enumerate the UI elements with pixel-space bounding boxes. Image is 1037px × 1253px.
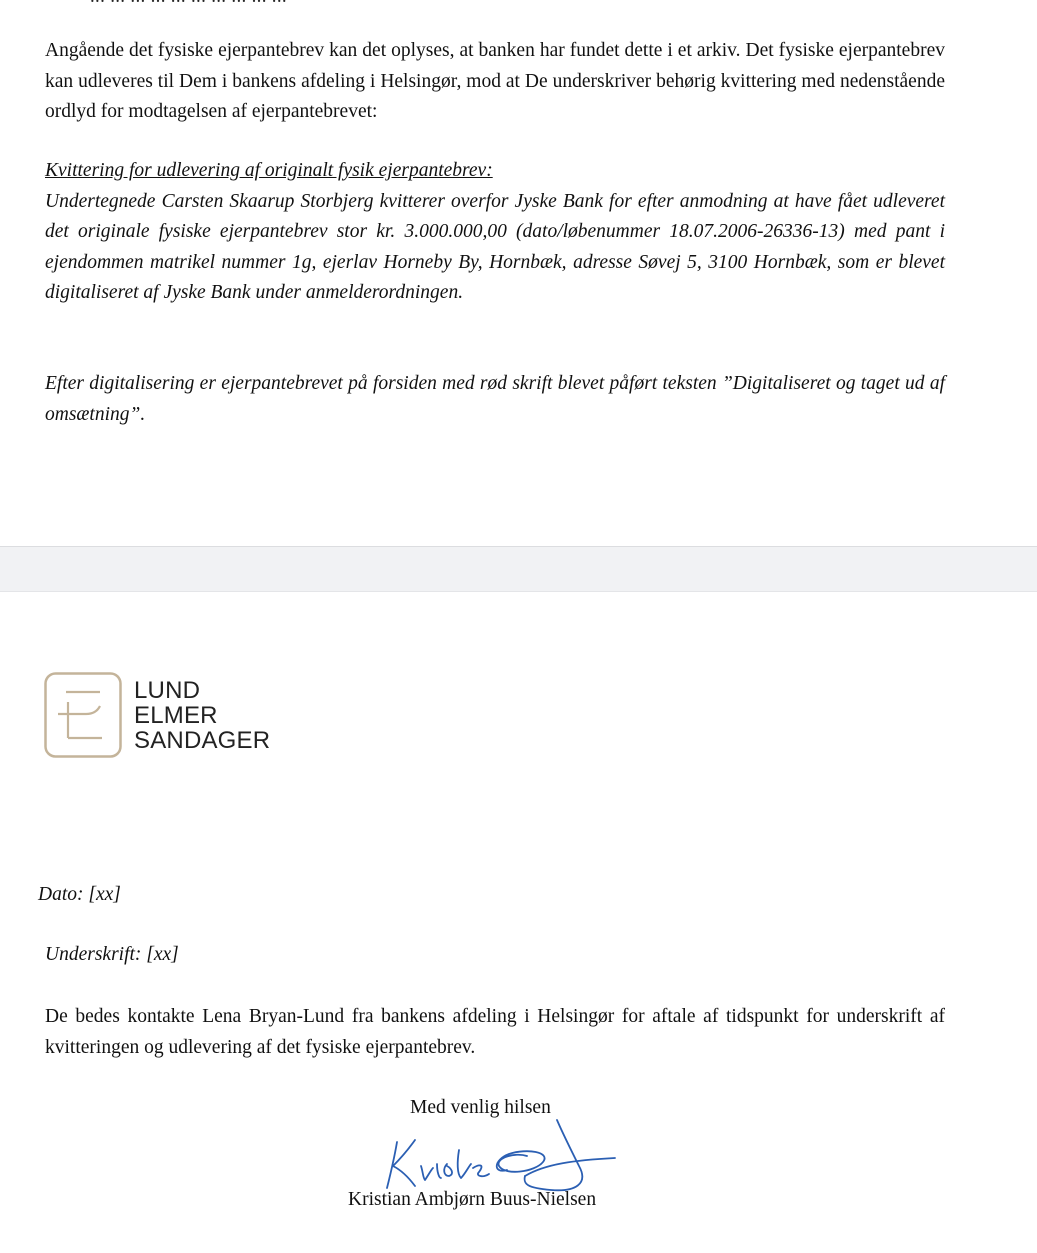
- lund-elmer-sandager-monogram-icon: [44, 672, 122, 758]
- document-page-1: [0, 0, 1037, 546]
- logo-line-lund: LUND: [134, 677, 201, 704]
- paragraph-physical-deed: Angående det fysiske ejerpantebrev kan det oplyses, at banken har fundet dette i et arkiv. Det fysiske ejerpantebrev kan udleveres til Dem i bankens afdeling i Helsingør, mod at De underskriver behørig kvittering med nedenstående ordlyd for modtagelsen af ejerpantebrevet:: [45, 40, 945, 122]
- document-page-2: [0, 592, 1037, 1253]
- closing-greeting: Med venlig hilsen: [410, 1097, 551, 1118]
- receipt-body: Undertegnede Carsten Skaarup Storbjerg kvitterer overfor Jyske Bank for efter anmodning at have fået udleveret det originale fysiske ejerpantebrev stor kr. 3.000.000,00 (dato/løbenummer 18.07.2006-26336-13) med pant i ejendommen matrikel nummer 1g, ejerlav Horneby By, Hornbæk, adresse Søvej 5, 3100 Hornbæk, som er blevet digitaliseret af Jyske Bank under anmelderordningen.: [45, 190, 945, 303]
- logo-wordmark: [134, 678, 270, 753]
- logo-line-elmer: ELMER: [134, 702, 218, 729]
- paragraph-contact: De bedes kontakte Lena Bryan-Lund fra bankens afdeling i Helsingør for aftale af tidspunkt for underskrift af kvitteringen og udlevering af det fysiske ejerpantebrev.: [45, 1006, 945, 1058]
- date-field: Dato: [xx]: [38, 884, 121, 905]
- page-separator: [0, 546, 1037, 592]
- signature-field: Underskrift: [xx]: [45, 944, 179, 965]
- receipt-heading: Kvittering for udlevering af originalt fysik ejerpantebrev:: [45, 160, 493, 181]
- signer-name: Kristian Ambjørn Buus-Nielsen: [348, 1189, 597, 1210]
- cutoff-text-line: [90, 0, 287, 8]
- company-logo: [44, 672, 304, 762]
- logo-line-sandager: SANDAGER: [134, 727, 271, 754]
- paragraph-digitalisation: Efter digitalisering er ejerpantebrevet på forsiden med rød skrift blevet påført teksten ”Digitaliseret og taget ud af omsætning”.: [45, 373, 945, 425]
- receipt-section: [45, 156, 945, 309]
